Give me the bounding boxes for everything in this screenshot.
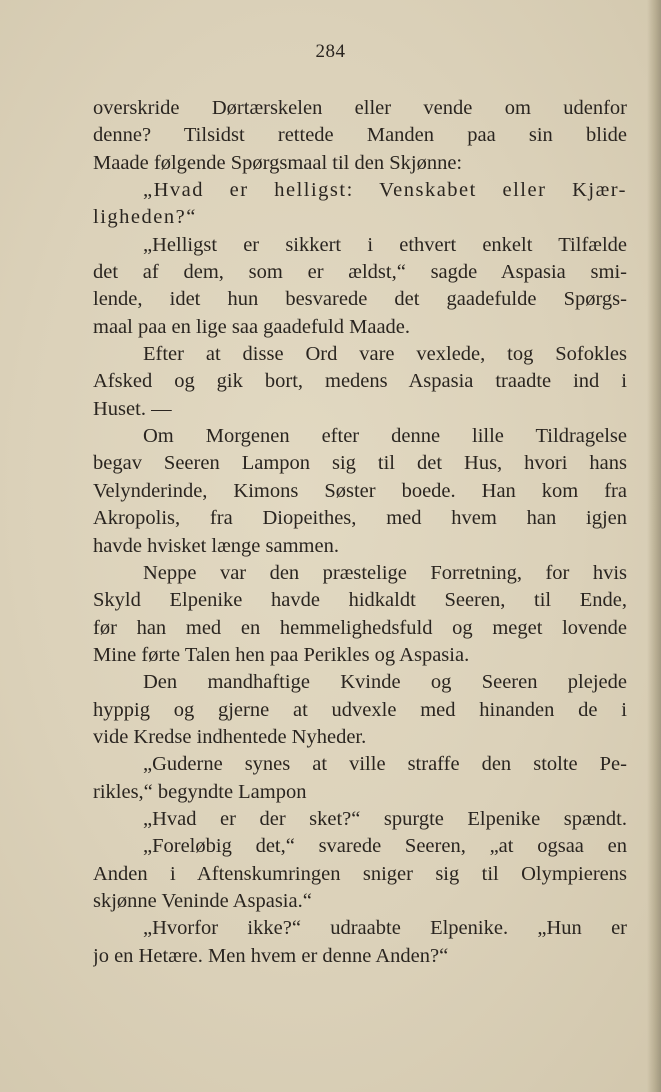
text-line: det af dem, som er ældst,“ sagde Aspasia smi- — [93, 261, 627, 284]
text-line: Om Morgenen efter denne lille Tildragelse — [143, 425, 627, 448]
text-line: Den mandhaftige Kvinde og Seeren plejede — [143, 671, 627, 694]
page-number: 284 — [315, 41, 346, 62]
text-line: Akropolis, fra Diopeithes, med hvem han igjen — [93, 507, 627, 530]
text-line: rikles,“ begyndte Lampon — [93, 780, 307, 803]
text-line: begav Seeren Lampon sig til det Hus, hvori hans — [93, 452, 627, 475]
text-line: vide Kredse indhentede Nyheder. — [93, 725, 367, 748]
text-line: havde hvisket længe sammen. — [93, 534, 339, 557]
text-line: lende, idet hun besvarede det gaadefulde Spørgs- — [93, 288, 627, 311]
text-line: Anden i Aftenskumringen sniger sig til Olympierens — [93, 862, 627, 885]
text-line: Huset. — — [93, 397, 172, 420]
text-line: Skyld Elpenike havde hidkaldt Seeren, til Ende, — [93, 589, 627, 612]
text-line: Neppe var den præstelige Forretning, for hvis — [143, 561, 627, 584]
text-line: „Hvad er helligst: Venskabet eller Kjær- — [143, 179, 627, 202]
text-line: Afsked og gik bort, medens Aspasia traadte ind i — [93, 370, 627, 393]
text-line: Efter at disse Ord vare vexlede, tog Sofokles — [143, 343, 627, 366]
text-line: „Helligst er sikkert i ethvert enkelt Tilfælde — [143, 233, 627, 256]
body-text — [93, 95, 627, 970]
text-line: maal paa en lige saa gaadefuld Maade. — [93, 315, 411, 338]
text-line: Velynderinde, Kimons Søster boede. Han kom fra — [93, 479, 627, 502]
text-line: „Hvorfor ikke?“ udraabte Elpenike. „Hun er — [143, 917, 627, 940]
text-line: Mine førte Talen hen paa Perikles og Aspasia. — [93, 643, 470, 666]
text-line: før han med en hemmelighedsfuld og meget lovende — [93, 616, 627, 639]
page-edge-shadow — [647, 0, 661, 1092]
text-line: skjønne Veninde Aspasia.“ — [93, 889, 312, 912]
text-line: Maade følgende Spørgsmaal til den Skjønne: — [93, 151, 463, 174]
text-line: ligheden?“ — [93, 206, 197, 229]
text-line: „Guderne synes at ville straffe den stolte Pe- — [143, 753, 627, 776]
text-line: „Foreløbig det,“ svarede Seeren, „at ogsaa en — [143, 835, 627, 858]
text-line: denne? Tilsidst rettede Manden paa sin blide — [93, 124, 627, 147]
text-line: jo en Hetære. Men hvem er denne Anden?“ — [93, 944, 449, 967]
text-line: overskride Dørtærskelen eller vende om udenfor — [93, 97, 627, 119]
text-line: hyppig og gjerne at udvexle med hinanden de i — [93, 698, 627, 721]
text-line: „Hvad er der sket?“ spurgte Elpenike spændt. — [143, 807, 627, 830]
